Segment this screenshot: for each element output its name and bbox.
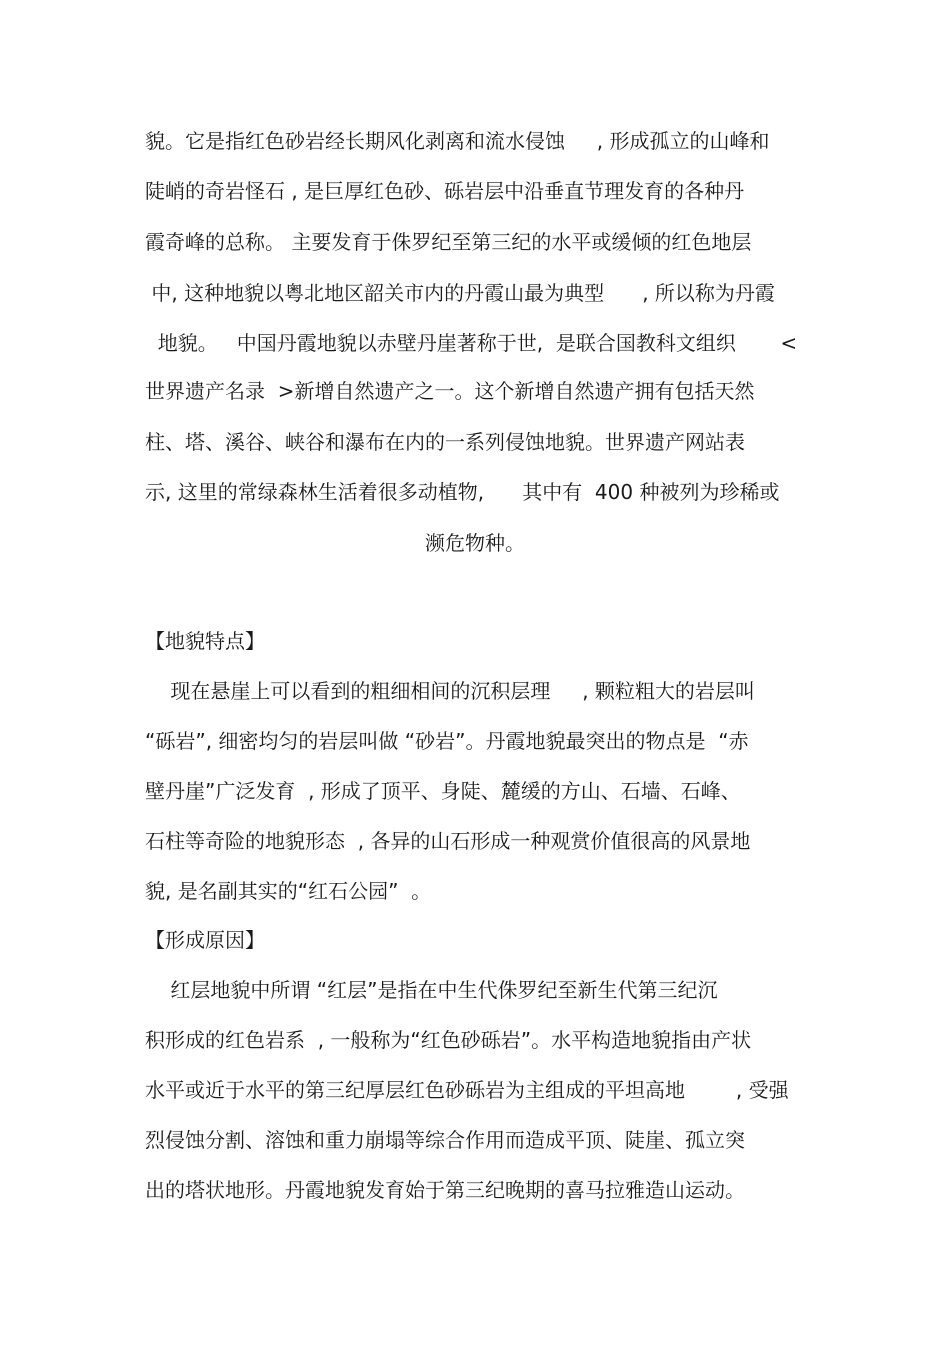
text-line: 石柱等奇险的地貌形态 , 各异的山石形成一种观赏价值很高的风景地 — [145, 829, 751, 853]
text-line: 陡峭的奇岩怪石 , 是巨厚红色砂、砾岩层中沿垂直节理发育的各种丹 — [145, 179, 745, 203]
text-line: 世界遗产名录 >新增自然遗产之一。这个新增自然遗产拥有包括天然 — [145, 379, 755, 403]
text-line: 出的塔状地形。丹霞地貌发育始于第三纪晚期的喜马拉雅造山运动。 — [145, 1178, 745, 1202]
text-line: 烈侵蚀分割、溶蚀和重力崩塌等综合作用而造成平顶、陡崖、孤立突 — [145, 1128, 745, 1152]
text-line-centered: 濒危物种。 — [425, 531, 525, 555]
text-line: 现在悬崖上可以看到的粗细相间的沉积层理 , 颗粒粗大的岩层叫 — [145, 679, 755, 703]
section-heading-causes: 【形成原因】 — [145, 928, 265, 952]
text-line: 中, 这种地貌以粤北地区韶关市内的丹霞山最为典型 , 所以称为丹霞 — [145, 281, 775, 305]
text-line: 积形成的红色岩系 , 一般称为“红色砂砾岩”。水平构造地貌指由产状 — [145, 1028, 752, 1052]
text-line: 地貌。 中国丹霞地貌以赤壁丹崖著称于世, 是联合国教科文组织 < — [145, 331, 798, 355]
text-line: 霞奇峰的总称。 主要发育于侏罗纪至第三纪的水平或缓倾的红色地层 — [145, 230, 752, 254]
section-heading-features: 【地貌特点】 — [145, 629, 265, 653]
text-line: 水平或近于水平的第三纪厚层红色砂砾岩为主组成的平坦高地 , 受强 — [145, 1078, 789, 1102]
text-line: “砾岩”, 细密均匀的岩层叫做 “砂岩”。丹霞地貌最突出的物点是 “赤 — [145, 729, 749, 753]
text-line: 貌, 是名副其实的“红石公园” 。 — [145, 879, 432, 903]
text-line: 柱、塔、溪谷、峡谷和瀑布在内的一系列侵蚀地貌。世界遗产网站表 — [145, 430, 745, 454]
text-line: 红层地貌中所谓 “红层”是指在中生代侏罗纪至新生代第三纪沉 — [145, 978, 718, 1002]
text-line: 壁丹崖”广泛发育 , 形成了顶平、身陡、麓缓的方山、石墙、石峰、 — [145, 779, 741, 803]
text-line: 貌。它是指红色砂岩经长期风化剥离和流水侵蚀 , 形成孤立的山峰和 — [145, 129, 770, 153]
text-line: 示, 这里的常绿森林生活着很多动植物, 其中有 400 种被列为珍稀或 — [145, 480, 780, 504]
